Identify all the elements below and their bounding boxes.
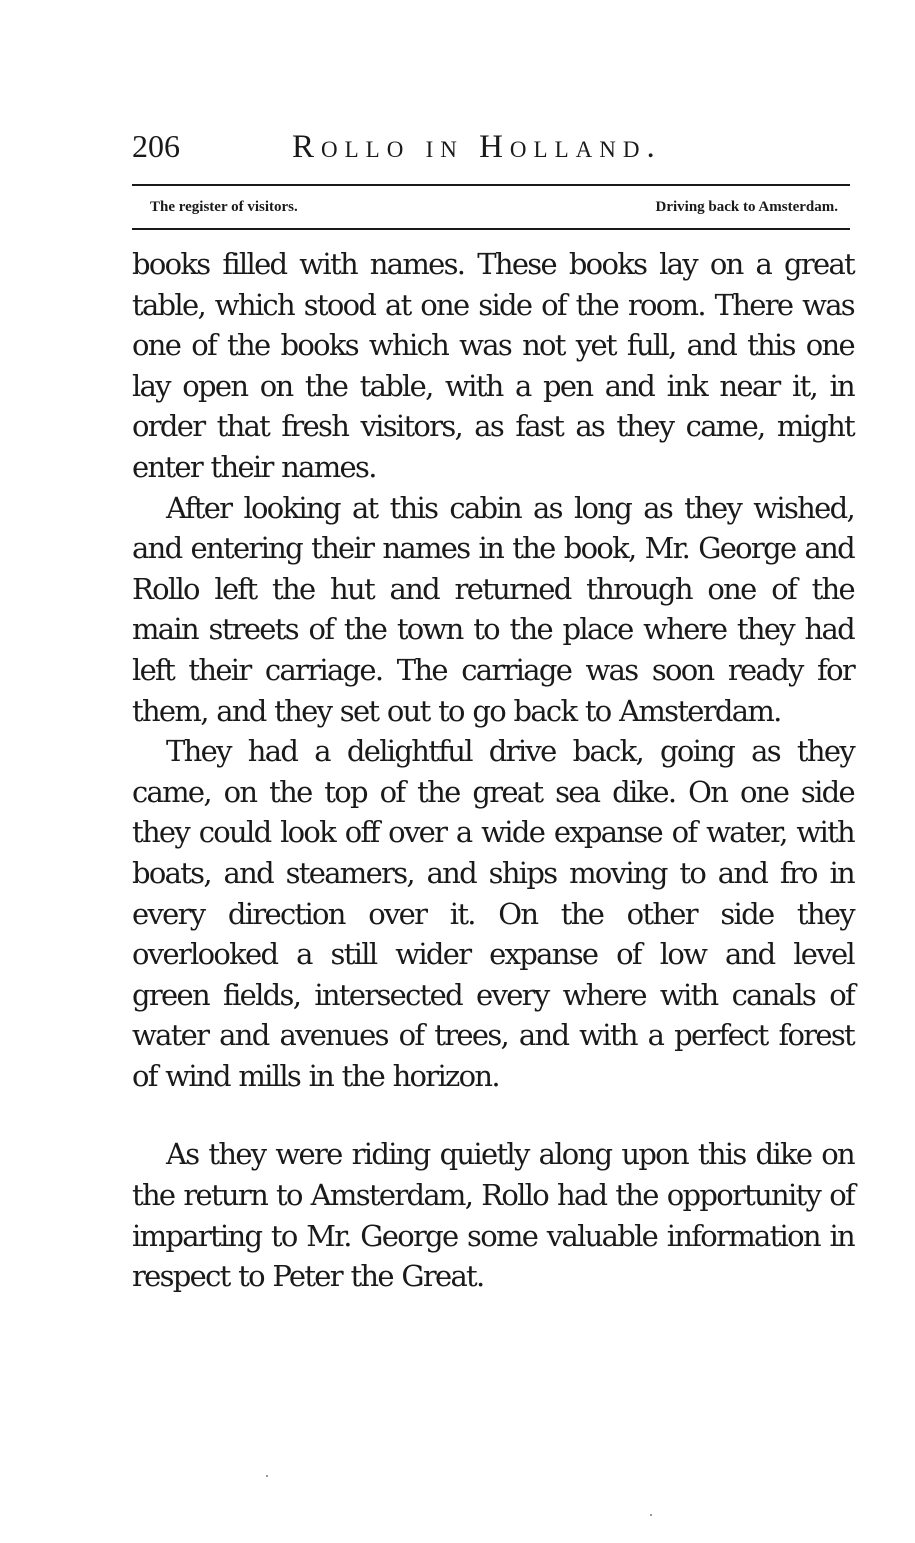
paragraph-continued: books filled with names. These books lay on a great table, which stood at one side of the room. There was one of the books which was not yet full, and this one lay open on the table, with a pen and ink near it, in order that fresh visitors, as fast as they came, might enter their names.	[132, 247, 854, 484]
print-speck	[266, 1475, 268, 1477]
running-title: Rollo in Holland.	[292, 129, 662, 165]
page-header	[132, 128, 854, 178]
paragraph: They had a delightful drive back, going as they came, on the top of the great sea dike. On one side they could look off over a wide expanse of water, with boats, and steamers, and ships moving to and fro in every direction over it. On the other side they overlooked a still wider expanse of low and level green fields, intersected every where with canals of water and avenues of trees, and with a perfect forest of wind mills in the horizon.	[132, 734, 854, 1093]
book-page	[132, 128, 854, 1297]
page-number: 206	[132, 128, 180, 164]
subhead-left: The register of visitors.	[150, 199, 298, 215]
subhead-right: Driving back to Amsterdam.	[655, 199, 838, 215]
paragraph: As they were riding quietly along upon this dike on the return to Amsterdam, Rollo had the opportunity of imparting to Mr. George some valuable information in respect to Peter the Great.	[132, 1137, 854, 1294]
header-rule-bottom	[132, 228, 850, 230]
print-speck	[650, 1514, 652, 1516]
subheads	[132, 186, 854, 223]
paragraph: After looking at this cabin as long as they wished, and entering their names in the book, Mr. George and Rollo left the hut and returned through one of the main streets of the town to the place where they had left their carriage. The carriage was soon ready for them, and they set out to go back to Amsterdam.	[132, 490, 854, 728]
body-text	[132, 244, 854, 1297]
